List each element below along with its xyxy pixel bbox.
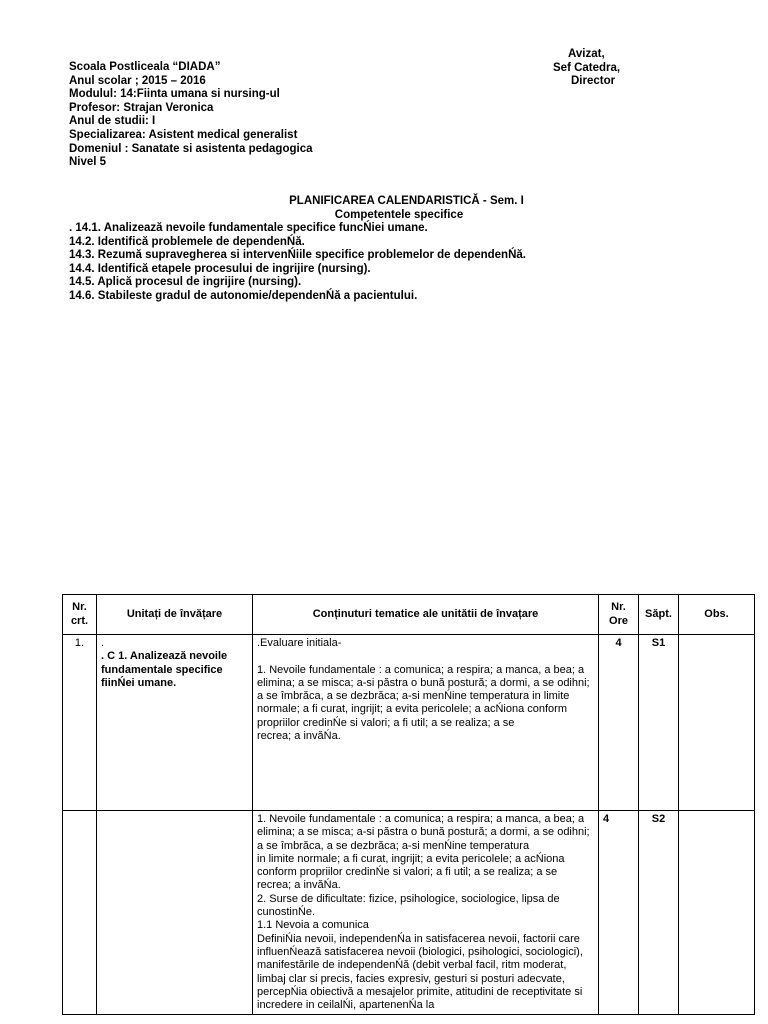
header-unitati: Unitați de învățare bbox=[97, 595, 253, 635]
table-header-row bbox=[63, 595, 755, 635]
competence-item: . 14.1. Analizează nevoile fundamentale specifice funcŃiei umane. bbox=[69, 222, 428, 234]
header-sapt: Săpt. bbox=[639, 595, 679, 635]
domain: Domeniul : Sanatate si asistenta pedagogica bbox=[69, 142, 313, 155]
study-year: Anul de studii: I bbox=[69, 115, 156, 128]
competence-item: 14.2. Identifică problemele de dependenŃă. bbox=[69, 235, 305, 248]
learning-unit bbox=[97, 811, 253, 1015]
plan-heading bbox=[0, 195, 768, 222]
competences-list bbox=[69, 222, 526, 304]
hours: 4 bbox=[599, 811, 639, 1015]
observations bbox=[679, 811, 755, 1015]
module-name: Modulul: 14:Fiinta umana si nursing-ul bbox=[69, 88, 280, 101]
content-text: .Evaluare initiala- 1. Nevoile fundamentale : a comunica; a respira; a manca, a bea; a elimina; a se misca; a-si păstra o bună postură; a dormi, a se odihni; a se îmbrăca, a se dezbrăca; a-si menŃine temperatura in limite normale; a fi curat, ingrijit; a evita pericolele; a acŃiona conform propriilor credinŃe si valori; a fi util; a se realiza; a se recrea; a invăŃa. bbox=[253, 635, 599, 811]
week: S1 bbox=[639, 635, 679, 811]
header-continuturi: Conținuturi tematice ale unitătii de învațare bbox=[253, 595, 599, 635]
approval-line-1: Avizat, bbox=[568, 48, 605, 60]
planning-table bbox=[62, 594, 755, 1015]
header-nr: Nr. crt. bbox=[63, 595, 97, 635]
specialization: Specializarea: Asistent medical generalist bbox=[69, 128, 298, 141]
school-header bbox=[69, 61, 312, 170]
approval-block bbox=[540, 48, 660, 89]
school-year: Anul scolar ; 2015 – 2016 bbox=[69, 74, 206, 87]
competence-item: 14.4. Identifică etapele procesului de ingrijire (nursing). bbox=[69, 262, 371, 275]
row-number bbox=[63, 811, 97, 1015]
observations bbox=[679, 635, 755, 811]
table-row bbox=[63, 635, 755, 811]
approval-line-2: Sef Catedra, bbox=[553, 61, 621, 74]
header-obs: Obs. bbox=[679, 595, 755, 635]
teacher-name: Profesor: Strajan Veronica bbox=[69, 101, 214, 114]
level: Nivel 5 bbox=[69, 156, 107, 169]
hours: 4 bbox=[599, 635, 639, 811]
approval-line-3: Director bbox=[571, 75, 616, 88]
plan-title: PLANIFICAREA CALENDARISTICĂ - Sem. I bbox=[289, 195, 524, 207]
competence-item: 14.3. Rezumă supravegherea si intervenŃiile specifice problemelor de dependenŃă. bbox=[69, 249, 526, 262]
content-text: 1. Nevoile fundamentale : a comunica; a respira; a manca, a bea; a elimina; a se misca; a-si păstra o bună postură; a dormi, a se odihni; a se îmbrăca, a se dezbrăca; a-si menŃine temperatura in limite normale; a fi curat, ingrijit; a evita pericolele; a acŃiona conform propriilor credinŃe si valori; a fi util; a se realiza; a se recrea; a invăŃa. 2. Surse de dificultate: fizice, psihologice, sociologice, lipsa de cunostinŃe. 1.1 Nevoia a comunica DefiniŃia nevoii, independenŃa in satisfacerea nevoii, factorii care influenŃează satisfacerea nevoii (biologici, psihologici, sociologici), manifestările de independenŃă (debit verbal facil, ritm moderat, limbaj clar si precis, facies expresiv, gesturi si posturi adecvate, percepŃia obiectivă a mesajelor primite, atitudini de receptivitate si incredere in ceilalŃi, apartenenŃa la bbox=[253, 811, 599, 1015]
plan-subtitle: Competentele specifice bbox=[334, 208, 464, 221]
week: S2 bbox=[639, 811, 679, 1015]
unit-dot: . bbox=[101, 637, 105, 649]
row-number: 1. bbox=[63, 635, 97, 811]
school-name: Scoala Postliceala “DIADA” bbox=[69, 61, 221, 73]
unit-text: . C 1. Analizează nevoile fundamentale specifice fiinŃei umane. bbox=[101, 650, 228, 689]
competence-item: 14.6. Stabileste gradul de autonomie/dependenŃă a pacientului. bbox=[69, 289, 418, 302]
header-ore: Nr. Ore bbox=[599, 595, 639, 635]
table-row bbox=[63, 811, 755, 1015]
competence-item: 14.5. Aplică procesul de ingrijire (nursing). bbox=[69, 276, 302, 289]
learning-unit bbox=[97, 635, 253, 811]
